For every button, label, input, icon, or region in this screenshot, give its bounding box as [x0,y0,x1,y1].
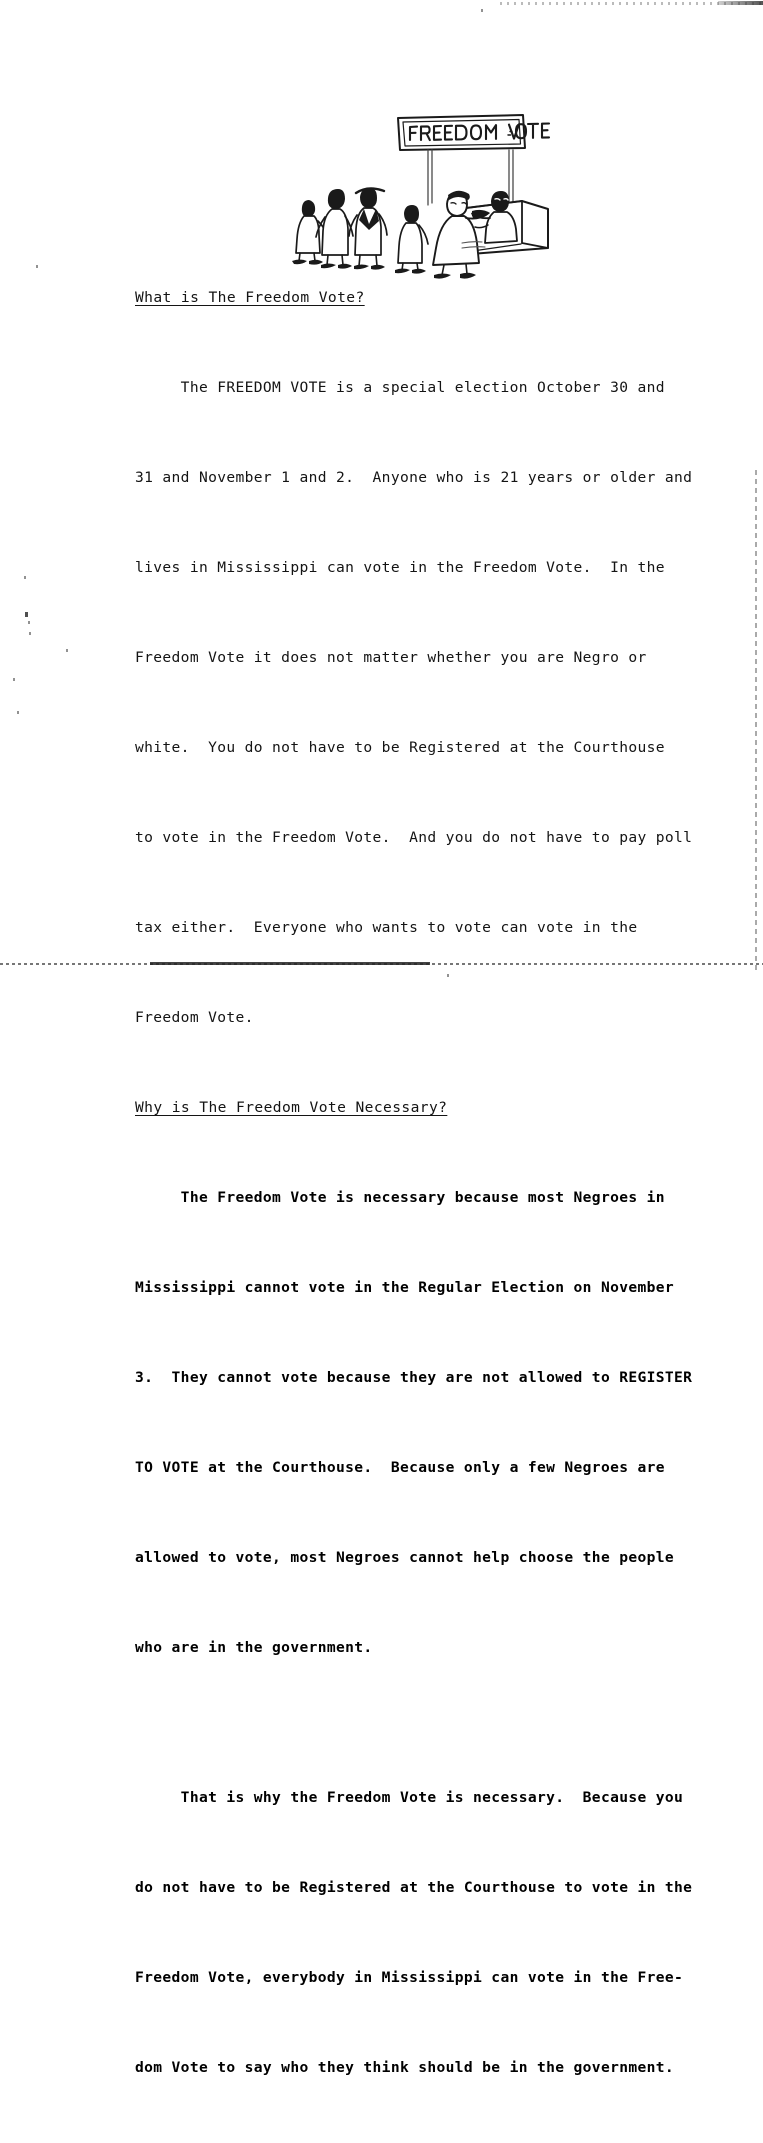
text-line: dom Vote to say who they think should be in the government. [135,2059,675,2076]
text-line: TO VOTE at the Courthouse. Because only a few Negroes are [135,1459,665,1476]
scan-speck [481,9,483,12]
scan-speck [28,621,30,624]
text-line: allowed to vote, most Negroes cannot help choose the people [135,1549,675,1566]
scan-speck [17,711,19,714]
text-line: Freedom Vote. [135,1009,254,1026]
text-line: tax either. Everyone who wants to vote can vote in the [135,919,638,936]
document-text-body [135,283,695,2143]
text-line: do not have to be Registered at the Courthouse to vote in the [135,1879,693,1896]
freedom-vote-illustration [276,103,556,263]
scan-speck [25,612,28,617]
text-line: white. You do not have to be Registered at the Courthouse [135,739,665,756]
scan-artifact-right-line [755,470,757,970]
section-paragraph [135,1723,695,2143]
scan-artifact-top-blot [718,1,763,5]
scan-speck [13,678,15,681]
text-line: to vote in the Freedom Vote. And you do not have to pay poll [135,829,693,846]
section-closing-paragraph [135,1723,695,2143]
text-line: Mississippi cannot vote in the Regular Election on November [135,1279,675,1296]
scan-speck [36,265,38,268]
text-line: The Freedom Vote is necessary because most Negroes in [135,1189,665,1206]
text-line: The FREEDOM VOTE is a special election October 30 and [135,379,665,396]
scan-speck [66,649,68,652]
section-heading: Why is The Freedom Vote Necessary? [135,1099,448,1116]
text-line: 31 and November 1 and 2. Anyone who is 21 years or older and [135,469,693,486]
text-line: That is why the Freedom Vote is necessary. Because you [135,1789,684,1806]
scan-speck [29,632,31,635]
text-line: who are in the government. [135,1639,373,1656]
section-paragraph [135,313,695,1093]
text-line: 3. They cannot vote because they are not allowed to REGISTER [135,1369,693,1386]
section-why-is-the-freedom-vote-necessary [135,1093,695,1723]
section-what-is-the-freedom-vote [135,283,695,1093]
section-paragraph [135,1123,695,1723]
text-line: lives in Mississippi can vote in the Freedom Vote. In the [135,559,665,576]
scan-speck [24,576,26,579]
section-heading: What is The Freedom Vote? [135,289,365,306]
text-line: Freedom Vote it does not matter whether you are Negro or [135,649,647,666]
text-line: Freedom Vote, everybody in Mississippi can vote in the Free- [135,1969,684,1986]
